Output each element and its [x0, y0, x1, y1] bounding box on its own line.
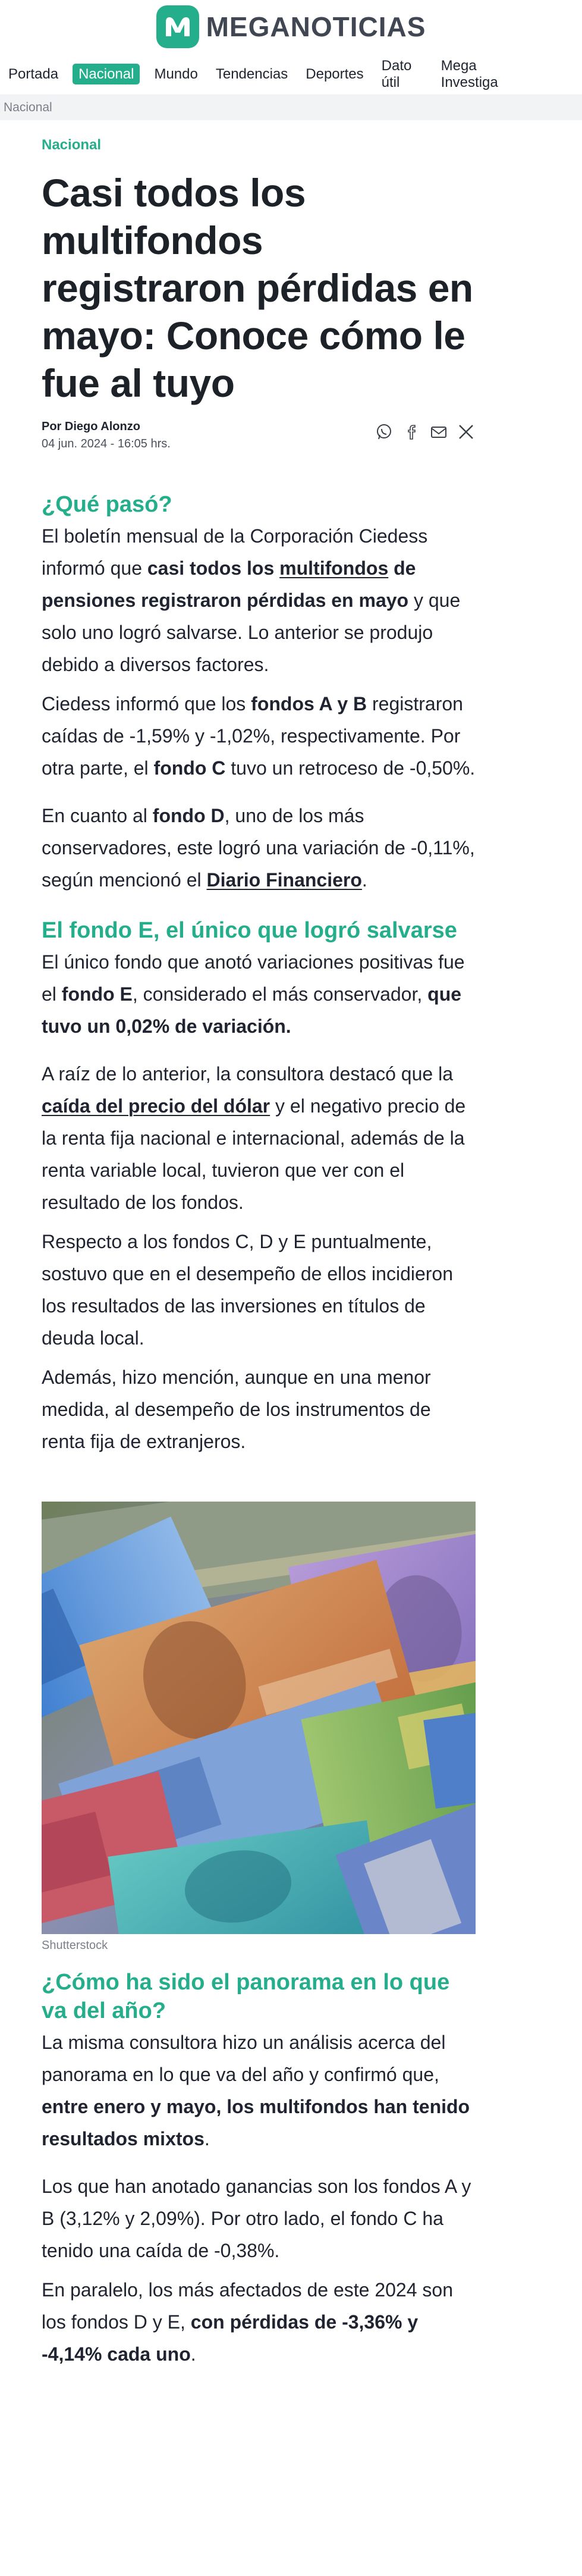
- subheading-fondo-e: El fondo E, el único que logró salvarse: [42, 918, 457, 943]
- logo-text: MEGANOTICIAS: [206, 11, 426, 42]
- paragraph-3: [42, 800, 476, 896]
- share-bar: [375, 422, 476, 441]
- text-bold: que tuvo un 0,02% de variación.: [42, 983, 462, 1037]
- paragraph-4: [42, 946, 476, 1042]
- text: registraron caídas de -1,59% y -1,02%, respectivamente. Por otra parte, el: [42, 693, 463, 779]
- article: [42, 137, 476, 2370]
- nav-item-dato-util[interactable]: Dato útil: [381, 57, 412, 90]
- nav-item-portada[interactable]: Portada: [8, 65, 59, 82]
- article-title: Casi todos los multifondos registraron pérdidas en mayo: Conoce cómo le fue al tuyo: [42, 171, 473, 405]
- image-caption: Shutterstock: [42, 1939, 108, 1952]
- site-logo[interactable]: [156, 5, 426, 48]
- article-section-label[interactable]: Nacional: [42, 137, 102, 153]
- text: y el negativo precio de la renta fija nacional e internacional, además de la renta variable local, tuvieron que ver con el resultado de los fondos.: [42, 1095, 466, 1213]
- link-multifondos[interactable]: multifondos: [279, 557, 389, 579]
- text: y que solo uno logró salvarse. Lo anterior se produjo debido a diversos factores.: [42, 590, 461, 675]
- breadcrumb-item-nacional[interactable]: Nacional: [4, 101, 52, 114]
- x-icon[interactable]: [457, 422, 476, 441]
- text: La misma consultora hizo un análisis acerca del panorama en lo que va del año y confirmó que,: [42, 2032, 446, 2085]
- banknotes-photo: [42, 1502, 476, 1934]
- text: Ciedess informó que los: [42, 693, 251, 714]
- article-author: Por Diego Alonzo: [42, 420, 140, 433]
- nav-item-tendencias[interactable]: Tendencias: [215, 65, 288, 82]
- site-header: [0, 0, 582, 54]
- nav-item-deportes[interactable]: Deportes: [306, 65, 364, 82]
- paragraph-2: [42, 688, 476, 784]
- paragraph-7: Además, hizo mención, aunque en una menor medida, al desempeño de los instrumentos de renta fija de extranjeros.: [42, 1367, 431, 1452]
- text: .: [361, 869, 367, 891]
- main-nav: [0, 54, 582, 95]
- byline: [42, 420, 476, 456]
- text-bold: fondo C: [153, 757, 226, 779]
- text-bold: con pérdidas de -3,36% y -4,14% cada uno: [42, 2311, 419, 2365]
- text-bold: casi todos los: [147, 557, 280, 579]
- facebook-icon[interactable]: [402, 422, 421, 441]
- paragraph-10: [42, 2274, 476, 2370]
- nav-item-mega-investiga[interactable]: Mega Investiga: [441, 57, 498, 90]
- link-caida-precio-dolar[interactable]: caída del precio del dólar: [42, 1095, 270, 1117]
- text: tuvo un retroceso de -0,50%.: [225, 757, 476, 779]
- text: .: [204, 2128, 210, 2149]
- paragraph-6: Respecto a los fondos C, D y E puntualmente, sostuvo que en el desempeño de ellos incidieron los resultados de las inversiones en títulos de deuda local.: [42, 1231, 454, 1349]
- text: El único fondo que anotó variaciones positivas fue el: [42, 951, 465, 1005]
- whatsapp-icon[interactable]: [375, 422, 394, 441]
- subheading-que-paso: ¿Qué pasó?: [42, 492, 172, 517]
- link-diario-financiero[interactable]: Diario Financiero: [206, 869, 362, 891]
- text: En paralelo, los más afectados de este 2024 son los fondos D y E,: [42, 2279, 453, 2333]
- nav-item-nacional[interactable]: Nacional: [73, 64, 140, 85]
- text: .: [190, 2343, 196, 2365]
- paragraph-9: Los que han anotado ganancias son los fondos A y B (3,12% y 2,09%). Por otro lado, el fondo C ha tenido una caída de -0,38%.: [42, 2176, 471, 2261]
- text: En cuanto al: [42, 805, 153, 826]
- text: , uno de los más conservadores, este logró una variación de -0,11%, según mencionó el: [42, 805, 475, 891]
- paragraph-8: [42, 2026, 476, 2155]
- subheading-panorama: ¿Cómo ha sido el panorama en lo que va del año?: [42, 1970, 450, 2023]
- breadcrumb: [0, 95, 582, 120]
- text-bold: fondo E: [61, 983, 133, 1005]
- text-bold: entre enero y mayo, los multifondos han tenido resultados mixtos: [42, 2096, 470, 2149]
- text-bold: fondo D: [152, 805, 225, 826]
- nav-item-mundo[interactable]: Mundo: [154, 65, 198, 82]
- text: , considerado el más conservador,: [132, 983, 428, 1005]
- paragraph-1: [42, 520, 476, 681]
- paragraph-5: [42, 1058, 476, 1218]
- text-bold: de pensiones registraron pérdidas en mayo: [42, 557, 416, 611]
- article-date: 04 jun. 2024 - 16:05 hrs.: [42, 437, 171, 450]
- text: El boletín mensual de la Corporación Ciedess informó que: [42, 525, 428, 579]
- article-figure: [42, 1502, 476, 1953]
- text: A raíz de lo anterior, la consultora destacó que la: [42, 1063, 453, 1085]
- email-icon[interactable]: [429, 422, 448, 441]
- logo-mark-icon: [156, 5, 199, 48]
- text-bold: fondos A y B: [251, 693, 367, 714]
